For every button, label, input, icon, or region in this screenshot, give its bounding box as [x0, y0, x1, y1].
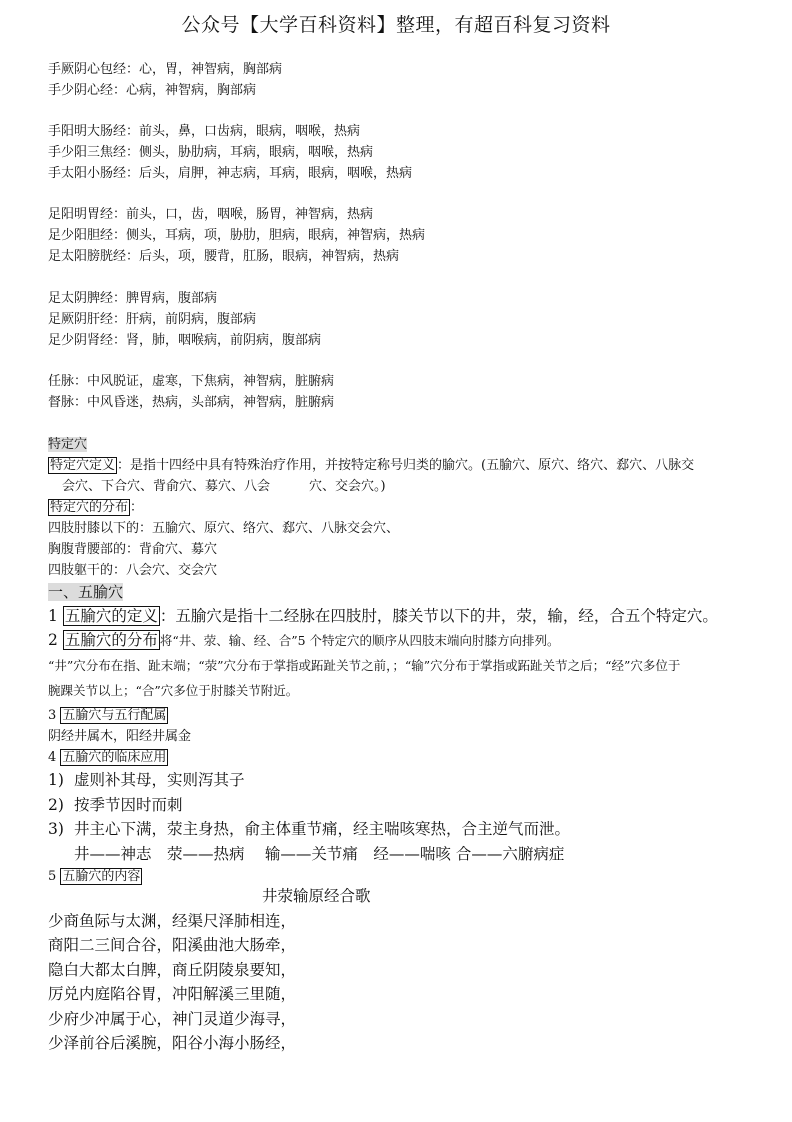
song-line: 少府少冲属于心，神门灵道少海寻，	[48, 1009, 297, 1028]
meridian-line: 足太阳膀胱经：后头，项，腰背，肛肠，眼病，神智病，热病	[48, 249, 400, 264]
five-shu-section: 一、五腧穴 1 五腧穴的定义 ：五腧穴是指十二经脉在四肢肘，膝关节以下的井，荥，输，经，合五个特定穴。 2 五腧穴的分布 将“井、荥、输、经、合”5 个特定穴的顺序从四肢末端向肘膝方向排列。 “井”穴分布在指、趾末端；“荥”穴分布于掌指或跖趾关节之前，；“输”穴分布于掌指或跖趾关节之后；“经”穴多位于 腕踝关节以上；“合”穴多位于肘膝关节附近。 3 五腧穴与五行配属 阴经井属木，阳经井属金 4 五腧穴的临床应用 1) 虚则补其母，实则泻其子 2) 按季节因时而刺 3) 井主心下满，荥主身热，俞主体重节痛，经主喘咳寒热，合主逆气而泄。 井——神志 荥——热病 输——关节痛 经——喘咳 合——六腑病症 5 五腧穴的内容	[48, 581, 758, 887]
meridian-group-4	[48, 288, 758, 351]
item-label: 五腧穴的分布	[64, 631, 158, 649]
song-line: 少泽前谷后溪腕，阳谷小海小肠经，	[48, 1034, 297, 1052]
distribution-line: 四肢躯干的：八会穴、交会穴	[48, 563, 218, 578]
definition-text: ：是指十四经中具有特殊治疗作用，并按特定称号归类的腧穴。(五腧穴、原穴、络穴、郄穴、八脉交	[117, 458, 695, 473]
song-line: 隐白大都太白脾，商丘阴陵泉要知，	[48, 960, 297, 979]
item-text: 阴经井属木，阳经井属金	[48, 729, 192, 744]
meridian-line: 足少阴肾经：肾，肺，咽喉病，前阴病，腹部病	[48, 333, 322, 348]
definition-text-continued: 会穴、下合穴、背俞穴、募穴、八会 穴、交会穴。)	[62, 479, 386, 494]
meridian-group-1	[48, 59, 758, 101]
page-title: 公众号【大学百科资料】整理，有超百科复习资料	[181, 14, 611, 36]
item-label: 五腧穴的临床应用	[62, 750, 167, 765]
song-line: 少商鱼际与太渊，经渠尺泽肺相连，	[48, 911, 297, 930]
clinical-item: 2) 按季节因时而刺	[48, 795, 183, 814]
clinical-item: 1) 虚则补其母，实则泻其子	[48, 771, 245, 789]
meridian-line: 督脉：中风昏迷，热病，头部病，神智病，脏腑病	[48, 395, 335, 410]
distribution-line: 胸腹背腰部的：背俞穴、募穴	[48, 542, 218, 557]
meridian-line: 手厥阴心包经：心，胃，神智病，胸部病	[48, 62, 283, 77]
meridian-line: 手阳明大肠经：前头，鼻，口齿病，眼病，咽喉，热病	[48, 124, 361, 139]
meridian-line: 足阳明胃经：前头，口，齿，咽喉，肠胃，神智病，热病	[48, 207, 374, 222]
item-text: ：五腧穴是指十二经脉在四肢肘，膝关节以下的井，荥，输，经，合五个特定穴。	[159, 607, 718, 625]
song-title: 井荥输原经合歌	[262, 887, 371, 905]
item-label: 五腧穴的内容	[62, 869, 141, 884]
song-line: 商阳二三间合谷，阳溪曲池大肠牵，	[48, 936, 297, 954]
distribution-label: 特定穴的分布	[50, 500, 129, 515]
meridian-line: 足厥阴肝经：肝病，前阴病，腹部病	[48, 312, 257, 327]
meridian-line: 手太阳小肠经：后头，肩胛，神志病，耳病，眼病，咽喉，热病	[48, 166, 413, 181]
meridian-line: 手少阳三焦经：侧头，胁肋病，耳病，眼病，咽喉，热病	[48, 145, 374, 160]
song-section	[48, 884, 758, 1056]
song-line: 厉兑内庭陷谷胃，冲阳解溪三里随，	[48, 985, 297, 1003]
item-label: 五腧穴的定义	[64, 607, 158, 625]
item-text: 将“井、荥、输、经、合”5 个特定穴的顺序从四肢末端向肘膝方向排列。	[159, 633, 560, 648]
meridian-line: 足太阴脾经：脾胃病，腹部病	[48, 291, 218, 306]
special-points-section: 特定穴 特定穴定义 ：是指十四经中具有特殊治疗作用，并按特定称号归类的腧穴。(五腧穴、原穴、络穴、郄穴、八脉交 会穴、下合穴、背俞穴、募穴、八会 穴、交会穴。) 特定穴的分布 ： 四肢肘膝以下的：五腧穴、原穴、络穴、郄穴、八脉交会穴、 胸腹背腰部的：背俞穴、募穴 四肢躯干的：八会穴、交会穴	[48, 434, 758, 581]
meridian-line: 足少阳胆经：侧头，耳病，项，胁肋，胆病，眼病，神智病，热病	[48, 228, 426, 243]
item-label: 五腧穴与五行配属	[62, 708, 167, 723]
meridian-line: 任脉：中风脱证，虚寒，下焦病，神智病，脏腑病	[48, 374, 335, 389]
meridian-group-5	[48, 371, 758, 413]
distribution-desc: 腕踝关节以上；“合”穴多位于肘膝关节附近。	[48, 683, 299, 698]
mapping-line: 井——神志 荥——热病 输——关节痛 经——喘咳 合——六腑病症	[74, 844, 565, 863]
distribution-line: 四肢肘膝以下的：五腧穴、原穴、络穴、郄穴、八脉交会穴、	[48, 521, 400, 536]
section-heading: 特定穴	[48, 437, 88, 452]
distribution-desc: “井”穴分布在指、趾末端；“荥”穴分布于掌指或跖趾关节之前，；“输”穴分布于掌指或跖趾关节之后；“经”穴多位于	[48, 658, 681, 673]
meridian-line: 手少阴心经：心病，神智病，胸部病	[48, 83, 257, 98]
clinical-item: 3) 井主心下满，荥主身热，俞主体重节痛，经主喘咳寒热，合主逆气而泄。	[48, 820, 571, 838]
meridian-group-2	[48, 121, 758, 184]
definition-label: 特定穴定义	[50, 458, 116, 473]
meridian-group-3	[48, 204, 758, 267]
section-heading: 一、五腧穴	[48, 583, 124, 601]
